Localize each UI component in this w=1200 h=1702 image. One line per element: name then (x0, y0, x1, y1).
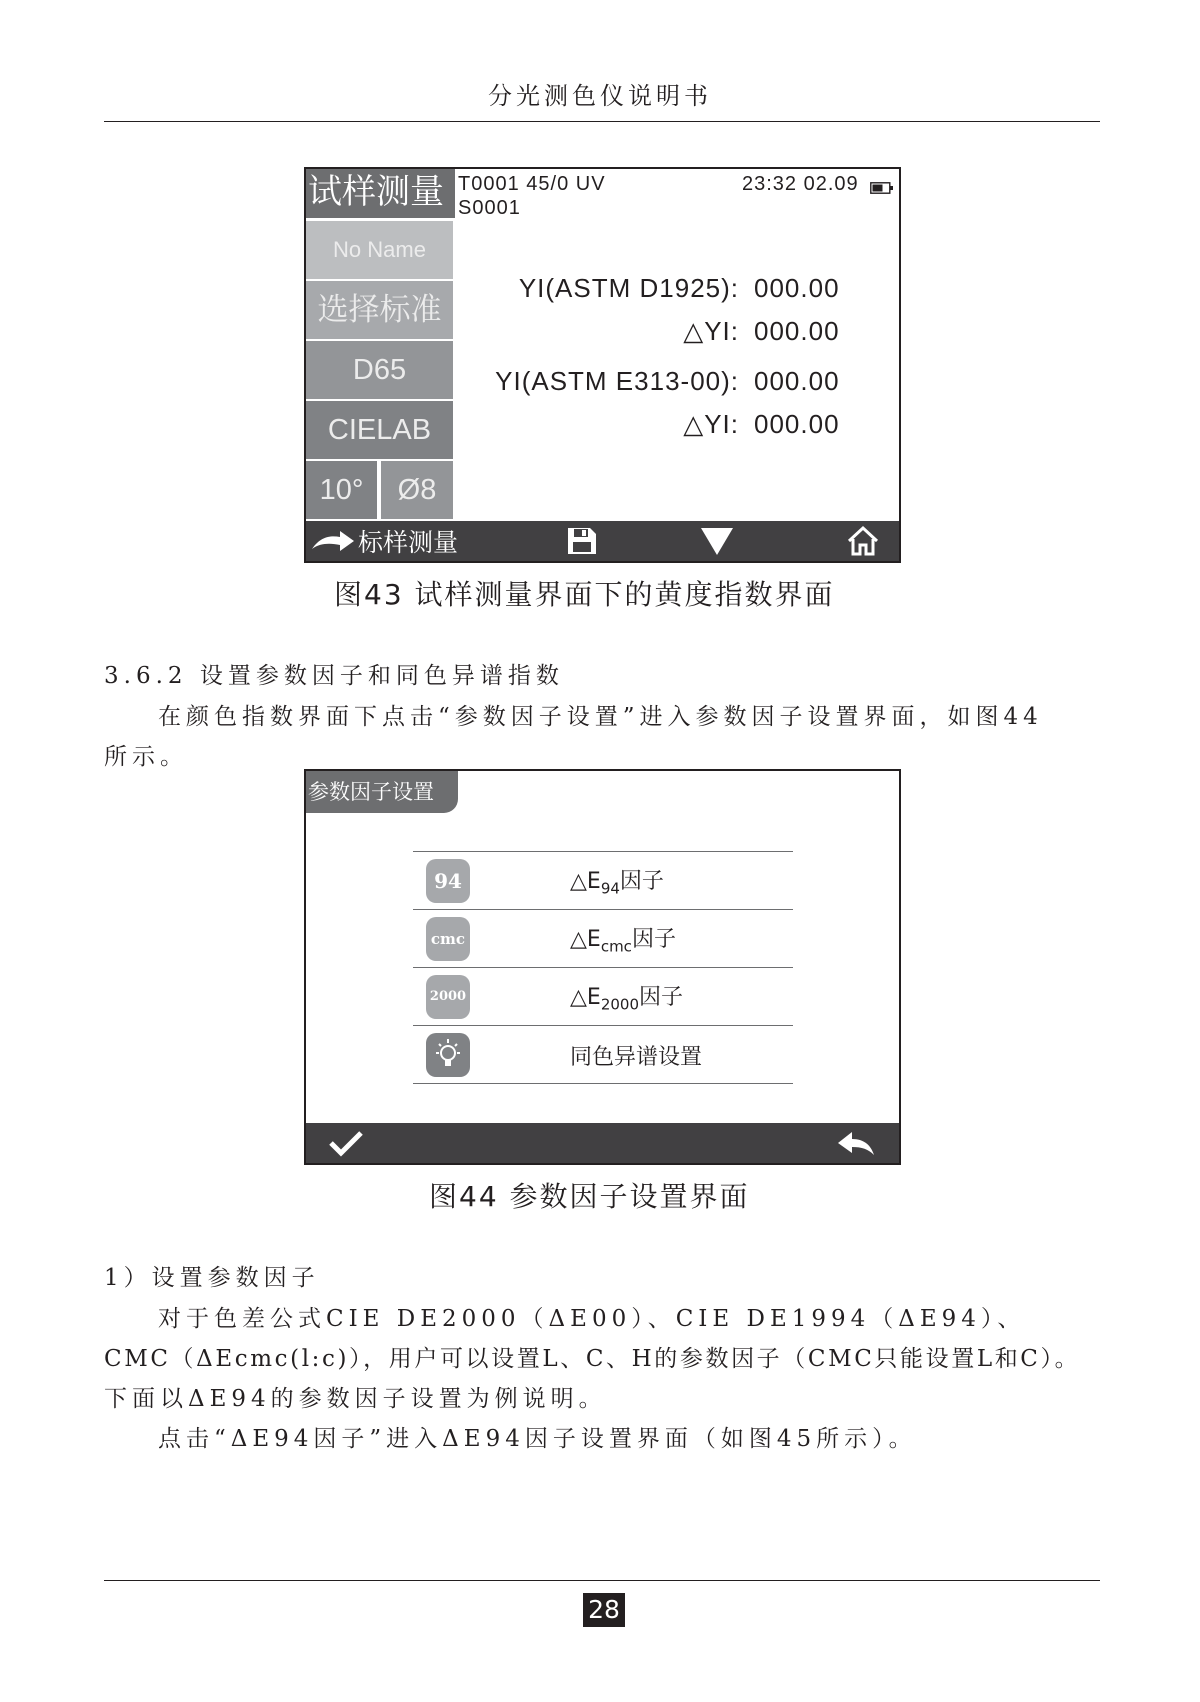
back-arrow-icon[interactable] (836, 1129, 876, 1157)
yi-e313-value: 000.00 (754, 366, 840, 396)
std-measure-button[interactable] (310, 525, 458, 557)
yi-d1925-label: YI(ASTM D1925): (518, 273, 739, 303)
figure43-caption: 图43 试样测量界面下的黄度指数界面 (334, 578, 835, 611)
delta-e94-item[interactable] (413, 852, 793, 909)
illuminant-button[interactable]: D65 (306, 341, 453, 399)
footer-rule (104, 1580, 1100, 1581)
metamerism-item[interactable] (413, 1026, 793, 1083)
bottom-toolbar (306, 521, 899, 561)
clock-date: 23:32 02.09 (742, 173, 859, 195)
down-arrow-icon[interactable] (700, 526, 734, 556)
body-line2: CMC（ΔEcmc(l:c)），用户可以设置L、C、H的参数因子（CMC只能设置L和C）。 (104, 1346, 1081, 1372)
section-paragraph-line2: 所示。 (104, 744, 188, 770)
delta-e2000-label: $\triangle E_{2000}$因子 (570, 985, 684, 1014)
save-icon[interactable] (566, 526, 598, 556)
confirm-check-icon[interactable] (328, 1129, 364, 1157)
aperture-button[interactable]: Ø8 (381, 461, 453, 519)
instrument-info: T0001 45/0 UV (458, 173, 606, 195)
body-line4: 点击“ΔE94因子”进入ΔE94因子设置界面（如图45所示）。 (158, 1426, 917, 1452)
param-factor-screen (304, 769, 901, 1165)
delta-e94-icon: 94 (426, 859, 470, 903)
battery-icon (870, 179, 894, 191)
delta-e94-label: $\triangle E_{94}$因子 (570, 869, 664, 898)
list-divider (413, 1083, 793, 1084)
metamerism-label: 同色异谱设置 (570, 1045, 703, 1070)
body-line3: 下面以ΔE94的参数因子设置为例说明。 (104, 1386, 607, 1412)
delta-ecmc-icon: cmc (426, 917, 470, 961)
page-number: 28 (583, 1593, 625, 1627)
sub-heading: 1）设置参数因子 (104, 1265, 320, 1291)
delta-e2000-item[interactable] (413, 968, 793, 1025)
figure44-caption: 图44 参数因子设置界面 (429, 1180, 750, 1213)
delta-yi-value-2: 000.00 (754, 409, 840, 439)
delta-ecmc-label: $\triangle E_{cmc}$因子 (570, 927, 676, 956)
yi-e313-label: YI(ASTM E313-00): (495, 366, 739, 396)
param-bottom-toolbar (306, 1123, 899, 1163)
header-rule (104, 121, 1100, 122)
delta-e2000-icon: 2000 (426, 975, 470, 1019)
section-paragraph-line1: 在颜色指数界面下点击“参数因子设置”进入参数因子设置界面，如图44 (158, 704, 1043, 730)
measure-screen (304, 167, 901, 563)
sample-name-button[interactable]: No Name (306, 221, 453, 279)
lightbulb-icon (426, 1033, 470, 1077)
yi-d1925-value: 000.00 (754, 273, 840, 303)
section-heading: 3.6.2 设置参数因子和同色异谱指数 (104, 663, 564, 689)
document-title: 分光测色仪说明书 (488, 82, 712, 110)
delta-yi-label: △YI: (683, 316, 739, 346)
param-screen-title: 参数因子设置 (306, 771, 458, 813)
observer-button[interactable]: 10° (306, 461, 377, 519)
std-measure-label: 标样测量 (358, 528, 459, 557)
delta-yi-label-2: △YI: (683, 409, 739, 439)
delta-yi-value: 000.00 (754, 316, 840, 346)
color-space-button[interactable]: CIELAB (306, 401, 453, 459)
screen-title: 试样测量 (306, 169, 455, 218)
sample-id: S0001 (458, 197, 521, 219)
select-standard-button[interactable]: 选择标准 (306, 281, 453, 339)
home-icon[interactable] (846, 525, 880, 557)
delta-ecmc-item[interactable] (413, 910, 793, 967)
arrow-right-icon (310, 527, 356, 555)
body-line1: 对于色差公式CIE DE2000（ΔE00）、CIE DE1994（ΔE94）、 (158, 1306, 1026, 1332)
